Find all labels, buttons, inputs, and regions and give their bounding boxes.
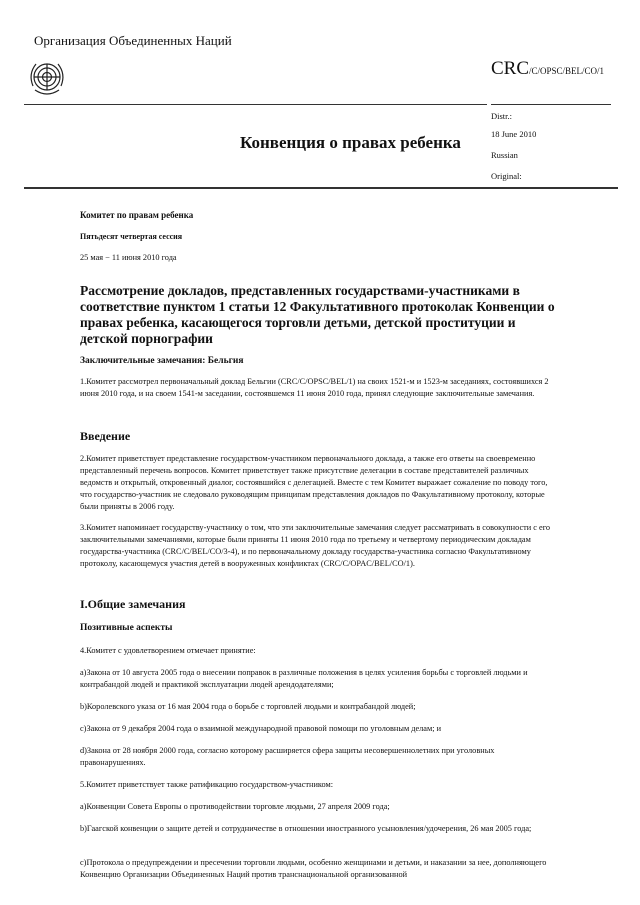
header-rule [24,104,487,105]
committee-name: Комитет по правам ребенка [80,210,194,220]
positive-aspects-heading: Позитивные аспекты [80,622,173,633]
list-item-5c: c)Протокола о предупреждении и пресечении торговли людьми, особенно женщинами и детьми, и наказании за нее, дополняющего Конвенцию Организации Объединенных Наций против транснациональной организованной [80,858,547,880]
document-date: 18 June 2010 [491,129,537,139]
document-symbol [491,58,604,80]
header-rule-right [491,104,611,105]
main-heading: Рассмотрение докладов, представленных государствами-участниками в соответствие пунктом 1 статьи 12 Факультативного протоколак Конвенции о правах ребенка, касающегося торговли детьми, детской проституции и детской порнографии [80,282,555,346]
list-item-4d: d)Закона от 28 ноября 2000 года, согласно которому расширяется сфера защиты несовершеннолетних при уголовных правонарушениях. [80,746,495,768]
organization-name: Организация Объединенных Наций [34,33,232,48]
list-item-5b: b)Гаагской конвенции о защите детей и сотрудничестве в отношении иностранного усыновления/удочерения, 26 мая 2005 года; [80,824,532,834]
symbol-main: CRC [491,58,530,79]
symbol-rest: /C/OPSC/BEL/CO/1 [529,66,605,76]
introduction-heading: Введение [80,429,131,443]
un-emblem-icon [24,56,70,102]
original-label: Original: [491,171,522,181]
document-language: Russian [491,150,518,160]
list-item-5a: a)Конвенции Совета Европы о противодействии торговле людьми, 27 апреля 2009 года; [80,802,390,812]
list-item-4a: a)Закона от 10 августа 2005 года о внесении поправок в различные положения в целях усиления борьбы с торговлей людьми и контрабандой людей и практикой эксплуатации людей арендодателями; [80,668,528,690]
observations-heading: Заключительные замечания: Бельгия [80,355,244,366]
paragraph-2: 2.Комитет приветствует представление государством-участником первоначального доклада, а также его ответы на своевременно представленный перечень вопросов. Комитет приветствует также присутствие делегации в составе представителей различных ведомств и открытый, откровенный диалог, состоявшийся с делегацией. Вместе с тем Комитет выражает сожаление по поводу того, что государство-участник не следовало руководящим принципам представления докладов по Факультативному протоколу, которые были приняты в 2006 году. [80,454,548,512]
list-item-4b: b)Королевского указа от 16 мая 2004 года о борьбе с торговлей людьми и контрабандой людей; [80,702,416,712]
paragraph-5: 5.Комитет приветствует также ратификацию государством-участником: [80,780,334,790]
document-title: Конвенция о правах ребенка [240,133,461,152]
paragraph-3: 3.Комитет напоминает государству-участнику о том, что эти заключительные замечания следует рассматривать в совокупности с его заключительными замечаниями, которые были приняты 11 июня 2010 года по третьему и четвертому периодическим докладам государства-участника (CRC/C/BEL/CO/3-4), и по первоначальному докладу государства-участника согласно Факультативному протоколу, касающемуся участия детей в вооруженных конфликтах (CRC/C/OPAC/BEL/CO/1). [80,523,551,569]
paragraph-1: 1.Комитет рассмотрел первоначальный доклад Бельгии (CRC/C/OPSC/BEL/1) на своих 1521-м и 1523-м заседаниях, состоявшихся 2 июня 2010 года, и на своем 1541-м заседании, состоявшемся 11 июня 2010 года, принял следующие заключительные замечания. [80,377,549,399]
header-thick-rule [24,187,618,189]
general-observations-heading: I.Общие замечания [80,597,186,611]
distribution-label: Distr.: [491,111,513,121]
session-name: Пятьдесят четвертая сессия [80,232,183,241]
list-item-4c: c)Закона от 9 декабря 2004 года о взаимной международной правовой помощи по уголовным делам; и [80,724,442,734]
session-dates: 25 мая − 11 июня 2010 года [80,253,177,263]
paragraph-4: 4.Комитет с удовлетворением отмечает принятие: [80,646,256,656]
